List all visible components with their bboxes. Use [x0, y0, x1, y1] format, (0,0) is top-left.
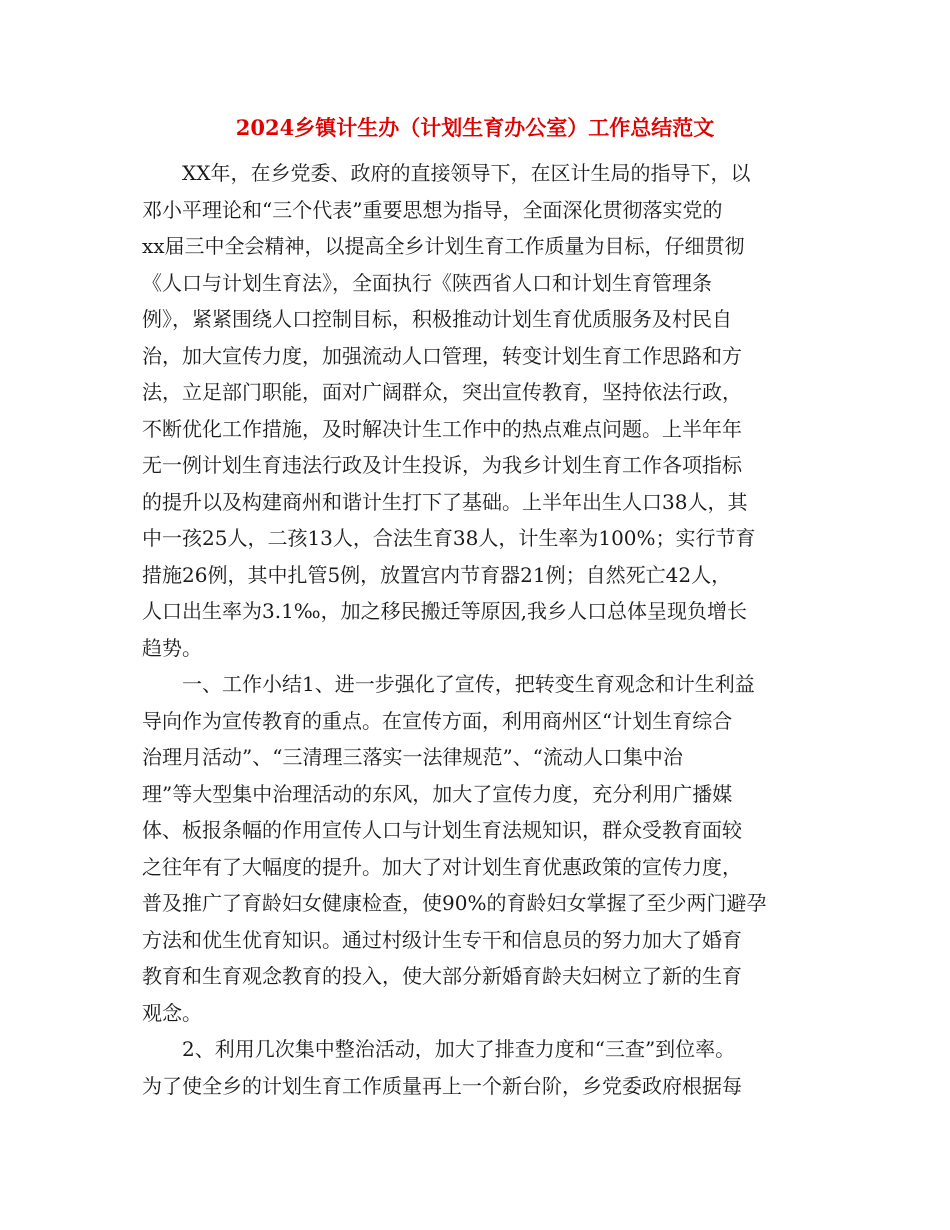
paragraph-section-one	[142, 666, 814, 1031]
text-line: 治理月活动”、“三清理三落实一法律规范”、“流动人口集中治	[142, 745, 683, 769]
paragraph-section-two	[142, 1031, 814, 1104]
text-line: 教育和生育观念教育的投入，使大部分新婚育龄夫妇树立了新的生育	[142, 964, 742, 988]
text-line: 普及推广了育龄妇女健康检查，使90%的育龄妇女掌握了至少两门避孕	[142, 891, 767, 915]
document-title: 2024乡镇计生办（计划生育办公室）工作总结范文	[235, 115, 715, 140]
document-body	[142, 155, 814, 1104]
text-line: 一、工作小结1、进一步强化了宣传，把转变生育观念和计生利益	[142, 672, 755, 696]
text-line: 措施26例，其中扎管5例，放置宫内节育器21例；自然死亡42人，	[142, 562, 732, 587]
text-line: 治，加大宣传力度，加强流动人口管理，转变计划生育工作思路和方	[142, 343, 742, 368]
text-line: 为了使全乡的计划生育工作质量再上一个新台阶，乡党委政府根据每	[142, 1073, 742, 1098]
text-line: 之往年有了大幅度的提升。加大了对计划生育优惠政策的宣传力度，	[142, 854, 742, 879]
text-line: 观念。	[142, 1000, 202, 1025]
text-line: 中一孩25人，二孩13人，合法生育38人，计生率为100%；实行节育	[142, 526, 756, 550]
text-line: 人口出生率为3.1‰，加之移民搬迁等原因,我乡人口总体呈现负增长	[142, 599, 747, 623]
text-line: 《人口与计划生育法》，全面执行《陕西省人口和计划生育管理条	[142, 270, 712, 295]
text-line: 趋势。	[142, 635, 202, 660]
text-line: 无一例计划生育违法行政及计生投诉，为我乡计划生育工作各项指标	[142, 453, 742, 477]
text-line: 不断优化工作措施，及时解决计生工作中的热点难点问题。上半年年	[142, 416, 742, 441]
text-line: xx届三中全会精神，以提高全乡计划生育工作质量为目标，仔细贯彻	[142, 234, 745, 258]
text-line: 例》，紧紧围绕人口控制目标，积极推动计划生育优质服务及村民自	[142, 307, 732, 331]
paragraph-intro	[142, 155, 814, 666]
text-line: XX年，在乡党委、政府的直接领导下，在区计生局的指导下，以	[142, 161, 751, 185]
text-line: 体、板报条幅的作用宣传人口与计划生育法规知识，群众受教育面较	[142, 818, 742, 842]
text-line: 2、利用几次集中整治活动，加大了排查力度和“三查”到位率。	[142, 1037, 736, 1061]
text-line: 导向作为宣传教育的重点。在宣传方面，利用商州区“计划生育综合	[142, 708, 733, 733]
text-line: 方法和优生优育知识。通过村级计生专干和信息员的努力加大了婚育	[142, 927, 742, 952]
text-line: 邓小平理论和“三个代表”重要思想为指导，全面深化贯彻落实党的	[142, 197, 723, 222]
text-line: 法，立足部门职能，面对广阔群众，突出宣传教育，坚持依法行政，	[142, 380, 742, 404]
text-line: 的提升以及构建商州和谐计生打下了基础。上半年出生人口38人，其	[142, 489, 748, 514]
text-line: 理”等大型集中治理活动的东风，加大了宣传力度，充分利用广播媒	[142, 781, 733, 806]
